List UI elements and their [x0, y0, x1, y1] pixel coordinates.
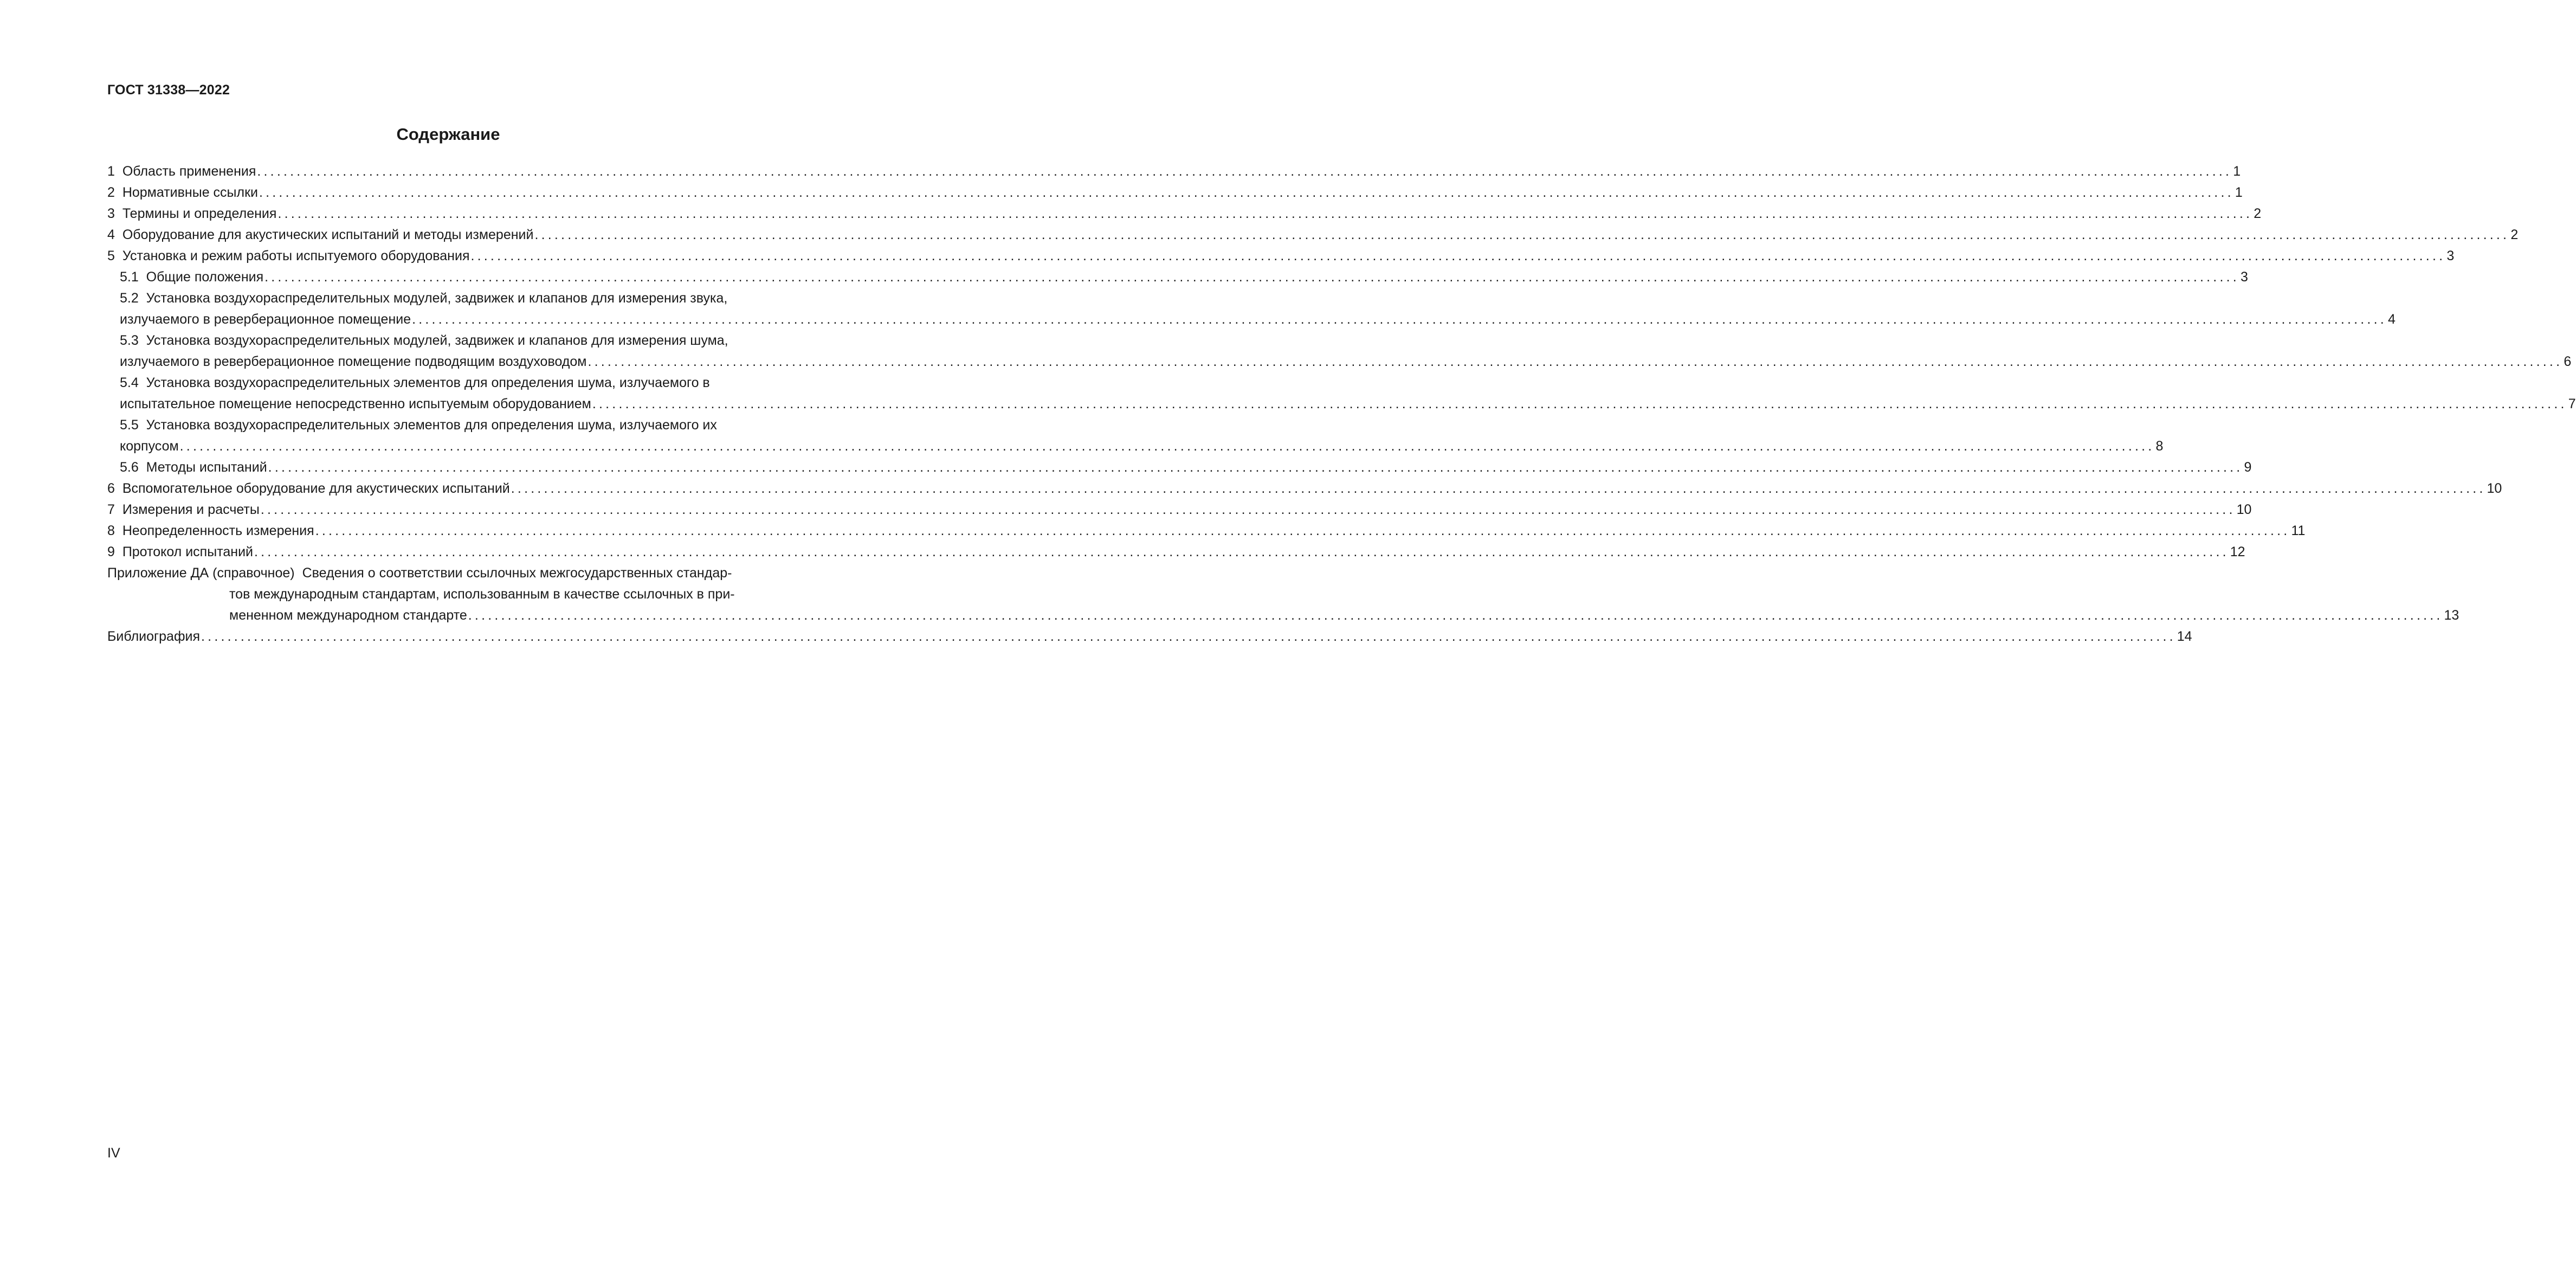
document-code: ГОСТ 31338—2022: [107, 82, 230, 98]
toc-page-number: 1: [2235, 185, 2243, 200]
appendix-label: Приложение ДА (справочное): [107, 565, 295, 581]
toc-entry-title: Общие положения: [146, 269, 264, 285]
toc-entry-1[interactable]: [107, 161, 2241, 182]
toc-entry-title-line1: Установка воздухораспределительных элементов для определения шума, излучаемого их: [146, 417, 717, 433]
toc-entry-5[interactable]: [107, 246, 2455, 267]
toc-page-number: 12: [2230, 544, 2245, 559]
toc-page-number: 8: [2155, 439, 2164, 454]
toc-entry-number: 5.6: [120, 460, 139, 475]
toc-entry-2[interactable]: [107, 182, 2243, 203]
leader-dots: ............................................................................................................................................................................................................................................................................................................: [587, 354, 2563, 369]
leader-dots: ............................................................................................................................................................................................................................................................................................................: [201, 629, 2176, 644]
leader-dots: ............................................................................................................................................................................................................................................................................................................: [260, 502, 2236, 517]
toc-entry-number: 5.5: [120, 417, 139, 433]
toc-entry-number: 5: [107, 248, 115, 263]
toc-page-number: 7: [2568, 396, 2576, 411]
toc-entry-title-line1: Установка воздухораспределительных модулей, задвижек и клапанов для измерения звука,: [146, 291, 728, 306]
toc-entry-5-3[interactable]: [107, 330, 2572, 372]
toc-entry-title-line1: Установка воздухораспределительных модулей, задвижек и клапанов для измерения шума,: [146, 333, 728, 348]
toc-title: Содержание: [396, 125, 500, 144]
toc-page-number: 14: [2177, 629, 2192, 644]
toc-entry-title-line2: корпусом: [120, 439, 179, 454]
toc-entry-number: 9: [107, 544, 115, 559]
toc-entry-title: Установка и режим работы испытуемого оборудования: [122, 248, 470, 263]
leader-dots: ............................................................................................................................................................................................................................................................................................................: [470, 248, 2446, 263]
toc-entry-title-line2: излучаемого в реверберационное помещение: [120, 312, 411, 327]
leader-dots: ............................................................................................................................................................................................................................................................................................................: [179, 439, 2155, 454]
toc-entry-4[interactable]: [107, 224, 2519, 246]
toc-entry-title: Термины и определения: [122, 206, 277, 221]
appendix-title-line2: тов международным стандартам, использованным в качестве ссылочных в при-: [229, 587, 735, 602]
leader-dots: ............................................................................................................................................................................................................................................................................................................: [511, 481, 2486, 496]
toc-entry-title: Библиография: [107, 629, 201, 644]
leader-dots: ............................................................................................................................................................................................................................................................................................................: [592, 396, 2567, 411]
toc-entry-5-2[interactable]: [107, 288, 2396, 330]
toc-entry-8[interactable]: [107, 520, 2306, 542]
toc-entry-number: 5.4: [120, 375, 139, 390]
toc-page-number: 4: [2387, 312, 2396, 327]
toc-entry-6[interactable]: [107, 478, 2502, 499]
leader-dots: ............................................................................................................................................................................................................................................................................................................: [534, 227, 2510, 242]
toc-page-number: 9: [2244, 460, 2252, 475]
table-of-contents: [107, 161, 2576, 647]
leader-dots: ............................................................................................................................................................................................................................................................................................................: [468, 608, 2443, 623]
toc-page-number: 3: [2446, 248, 2455, 263]
toc-entry-number: 3: [107, 206, 115, 221]
toc-entry-5-5[interactable]: [107, 415, 2164, 457]
toc-page-number: 10: [2236, 502, 2252, 517]
toc-page-number: 2: [2510, 227, 2519, 242]
appendix-title-line3: мененном международном стандарте: [229, 608, 467, 623]
toc-page-number: 6: [2564, 354, 2572, 369]
toc-page-number: 13: [2444, 608, 2459, 623]
toc-entry-number: 5.1: [120, 269, 139, 285]
toc-page-number: 11: [2291, 523, 2306, 538]
toc-entry-number: 5.3: [120, 333, 139, 348]
toc-entry-number: 2: [107, 185, 115, 200]
toc-entry-title-line2: излучаемого в реверберационное помещение подводящим воздуховодом: [120, 354, 587, 369]
leader-dots: ............................................................................................................................................................................................................................................................................................................: [268, 460, 2243, 475]
toc-entry-number: 4: [107, 227, 115, 242]
toc-entry-title: Область применения: [122, 164, 256, 179]
toc-entry-title: Протокол испытаний: [122, 544, 253, 559]
toc-entry-9[interactable]: [107, 542, 2245, 563]
toc-entry-title: Измерения и расчеты: [122, 502, 260, 517]
toc-entry-number: 1: [107, 164, 115, 179]
leader-dots: ............................................................................................................................................................................................................................................................................................................: [315, 523, 2290, 538]
toc-entry-number: 7: [107, 502, 115, 517]
toc-entry-title: Оборудование для акустических испытаний и методы измерений: [122, 227, 534, 242]
toc-entry-title-line1: Установка воздухораспределительных элементов для определения шума, излучаемого в: [146, 375, 710, 390]
toc-entry-5-6[interactable]: [107, 457, 2252, 478]
toc-page-number: 3: [2240, 269, 2248, 285]
leader-dots: ............................................................................................................................................................................................................................................................................................................: [277, 206, 2253, 221]
leader-dots: ............................................................................................................................................................................................................................................................................................................: [257, 164, 2232, 179]
leader-dots: ............................................................................................................................................................................................................................................................................................................: [254, 544, 2229, 559]
leader-dots: ............................................................................................................................................................................................................................................................................................................: [412, 312, 2387, 327]
toc-entry-title: Нормативные ссылки: [122, 185, 258, 200]
toc-page-number: 1: [2233, 164, 2241, 179]
toc-entry-title: Вспомогательное оборудование для акустических испытаний: [122, 481, 510, 496]
leader-dots: ............................................................................................................................................................................................................................................................................................................: [259, 185, 2234, 200]
toc-entry-number: 6: [107, 481, 115, 496]
toc-page-number: 2: [2254, 206, 2262, 221]
appendix-title-line1: Сведения о соответствии ссылочных межгосударственных стандар-: [302, 565, 732, 581]
leader-dots: ............................................................................................................................................................................................................................................................................................................: [264, 269, 2239, 285]
toc-entry-appendix-da[interactable]: [107, 563, 2459, 626]
toc-entry-title: Неопределенность измерения: [122, 523, 314, 538]
toc-entry-bibliography[interactable]: [107, 626, 2192, 647]
toc-entry-5-4[interactable]: [107, 372, 2576, 415]
page-number-roman: IV: [107, 1145, 120, 1161]
toc-entry-title: Методы испытаний: [146, 460, 267, 475]
toc-entry-3[interactable]: [107, 203, 2262, 224]
toc-entry-number: 5.2: [120, 291, 139, 306]
toc-entry-title-line2: испытательное помещение непосредственно испытуемым оборудованием: [120, 396, 591, 411]
toc-entry-5-1[interactable]: [107, 267, 2248, 288]
toc-entry-7[interactable]: [107, 499, 2252, 520]
toc-page-number: 10: [2487, 481, 2502, 496]
toc-entry-number: 8: [107, 523, 115, 538]
